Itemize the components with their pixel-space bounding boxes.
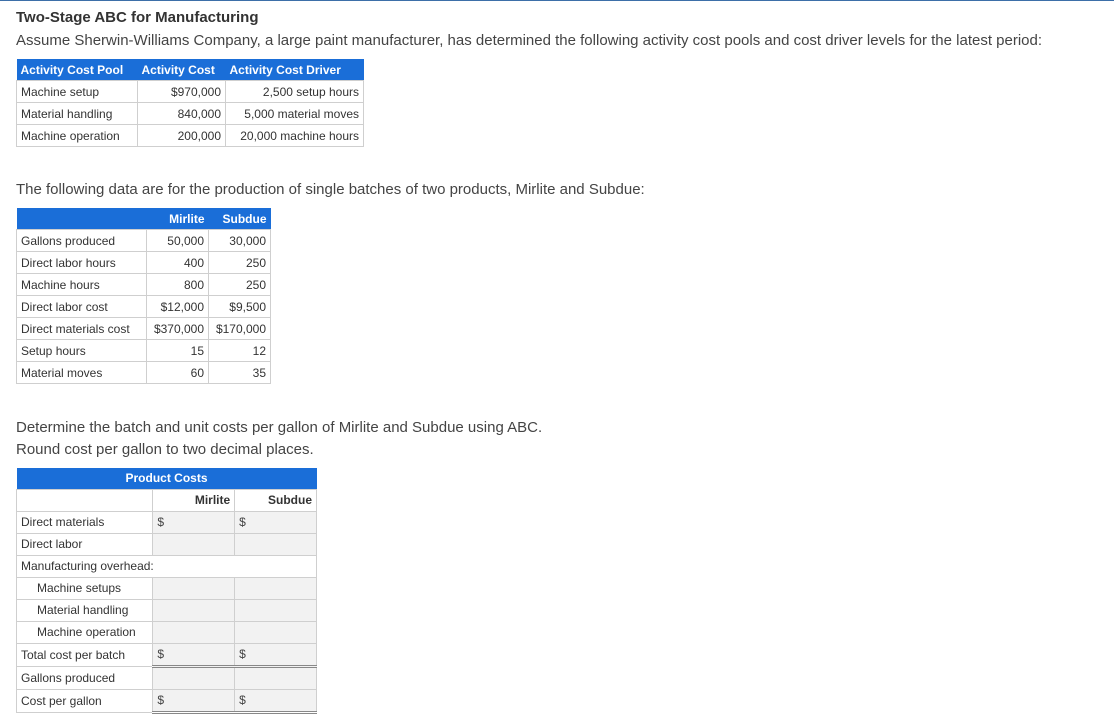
row-machine-setups-label: Machine setups <box>17 577 153 599</box>
cell-cost: 840,000 <box>138 103 226 125</box>
cell-label: Direct labor hours <box>17 252 147 274</box>
header-activity-cost-driver: Activity Cost Driver <box>226 59 364 81</box>
row-gallons-label: Gallons produced <box>17 666 153 689</box>
table-row <box>17 252 271 274</box>
row-direct-materials-label: Direct materials <box>17 511 153 533</box>
cell-mirlite: $370,000 <box>147 318 209 340</box>
direct-labor-mirlite-input[interactable] <box>153 533 235 555</box>
cell-subdue: 250 <box>209 274 271 296</box>
direct-materials-mirlite-input[interactable] <box>153 511 235 533</box>
row-direct-labor-label: Direct labor <box>17 533 153 555</box>
row-machine-operation-label: Machine operation <box>17 621 153 643</box>
instruction-line-1: Determine the batch and unit costs per gallon of Mirlite and Subdue using ABC. <box>16 419 543 436</box>
product-data-table <box>16 208 271 384</box>
product-costs-table <box>16 468 326 714</box>
cell-subdue: $170,000 <box>209 318 271 340</box>
cell-label: Machine hours <box>17 274 147 296</box>
row-mfg-overhead-label: Manufacturing overhead: <box>17 555 317 577</box>
table-header-row <box>17 59 364 81</box>
cell-driver: 20,000 machine hours <box>226 125 364 147</box>
table-row <box>17 103 364 125</box>
material-handling-subdue-input[interactable] <box>235 599 317 621</box>
table-row <box>17 296 271 318</box>
table-header-row <box>17 208 271 230</box>
table-row <box>17 274 271 296</box>
page-title: Two-Stage ABC for Manufacturing <box>16 9 259 26</box>
cell-subdue: 250 <box>209 252 271 274</box>
direct-labor-subdue-input[interactable] <box>235 533 317 555</box>
cell-pool: Machine operation <box>17 125 138 147</box>
dollar-sign: $ <box>239 693 246 707</box>
activity-cost-table <box>16 59 364 147</box>
cell-label: Material moves <box>17 362 147 384</box>
table-row <box>17 81 364 103</box>
cell-mirlite: 60 <box>147 362 209 384</box>
cell-mirlite: 400 <box>147 252 209 274</box>
machine-operation-subdue-input[interactable] <box>235 621 317 643</box>
cell-subdue: 12 <box>209 340 271 362</box>
instructions-text <box>16 417 542 461</box>
production-data-text: The following data are for the production of single batches of two products, Mirlite and Subdue: <box>16 181 645 198</box>
intro-text: Assume Sherwin-Williams Company, a large paint manufacturer, has determined the following activity cost pools and cost driver levels for the latest period: <box>16 32 1043 49</box>
cell-cost: 200,000 <box>138 125 226 147</box>
cell-driver: 2,500 setup hours <box>226 81 364 103</box>
table-row <box>17 230 271 252</box>
cell-mirlite: 15 <box>147 340 209 362</box>
dollar-sign: $ <box>157 647 165 661</box>
cell-cost: $970,000 <box>138 81 226 103</box>
instruction-line-2: Round cost per gallon to two decimal places. <box>16 441 314 458</box>
header-subdue: Subdue <box>209 208 271 230</box>
cell-label: Setup hours <box>17 340 147 362</box>
cell-mirlite: 800 <box>147 274 209 296</box>
dollar-sign: $ <box>239 515 246 529</box>
total-cost-mirlite-input[interactable] <box>153 643 235 666</box>
cost-per-gallon-subdue-input[interactable] <box>235 689 317 712</box>
cell-pool: Machine setup <box>17 81 138 103</box>
dollar-sign: $ <box>157 693 165 707</box>
colhdr-mirlite: Mirlite <box>153 489 235 511</box>
cell-label: Direct labor cost <box>17 296 147 318</box>
row-cost-per-gallon-label: Cost per gallon <box>17 689 153 712</box>
header-activity-cost: Activity Cost <box>138 59 226 81</box>
cell-driver: 5,000 material moves <box>226 103 364 125</box>
table-row <box>17 318 271 340</box>
row-total-cost-label: Total cost per batch <box>17 643 153 666</box>
cell-label: Direct materials cost <box>17 318 147 340</box>
gallons-subdue-input[interactable] <box>235 666 317 689</box>
dollar-sign: $ <box>157 515 165 529</box>
material-handling-mirlite-input[interactable] <box>153 599 235 621</box>
table-row <box>17 340 271 362</box>
cell-subdue: 30,000 <box>209 230 271 252</box>
cell-mirlite: $12,000 <box>147 296 209 318</box>
table-row <box>17 125 364 147</box>
gallons-mirlite-input[interactable] <box>153 666 235 689</box>
header-activity-cost-pool: Activity Cost Pool <box>17 59 138 81</box>
header-blank <box>17 208 147 230</box>
total-cost-subdue-input[interactable] <box>235 643 317 666</box>
machine-setups-mirlite-input[interactable] <box>153 577 235 599</box>
colhdr-subdue: Subdue <box>235 489 317 511</box>
cell-pool: Material handling <box>17 103 138 125</box>
machine-operation-mirlite-input[interactable] <box>153 621 235 643</box>
row-material-handling-label: Material handling <box>17 599 153 621</box>
cell-mirlite: 50,000 <box>147 230 209 252</box>
cost-per-gallon-mirlite-input[interactable] <box>153 689 235 712</box>
machine-setups-subdue-input[interactable] <box>235 577 317 599</box>
colhdr-blank <box>17 489 153 511</box>
header-mirlite: Mirlite <box>147 208 209 230</box>
table-row <box>17 362 271 384</box>
cell-label: Gallons produced <box>17 230 147 252</box>
dollar-sign: $ <box>239 647 246 661</box>
direct-materials-subdue-input[interactable] <box>235 511 317 533</box>
cell-subdue: $9,500 <box>209 296 271 318</box>
cell-subdue: 35 <box>209 362 271 384</box>
product-costs-header: Product Costs <box>17 468 317 489</box>
